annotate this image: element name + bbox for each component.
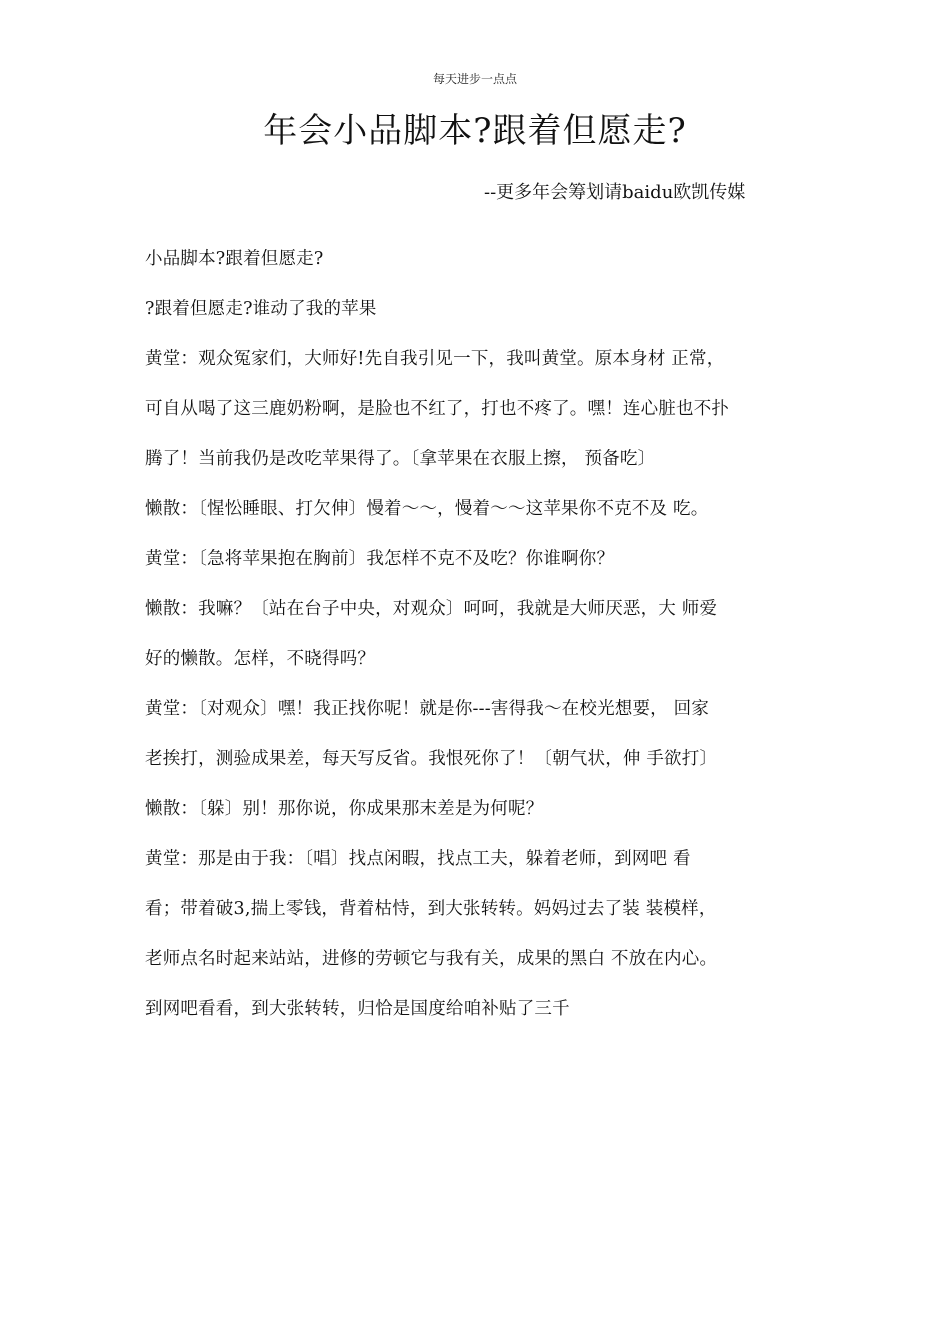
text-line: 懒散：〔惺忪睡眼、打欠伸〕慢着〜〜，慢着〜〜这苹果你不克不及 吃。 <box>145 499 709 519</box>
text-line: 懒散：〔躲〕别！那你说，你成果那末差是为何呢？ <box>145 799 544 819</box>
text-line: 老挨打，测验成果差，每天写反省。我恨死你了！〔朝气状，伸 手欲打〕 <box>145 749 718 769</box>
script-body <box>145 246 835 1046</box>
text-line: 腾了！当前我仍是改吃苹果得了。〔拿苹果在衣服上擦， 预备吃〕 <box>145 449 656 469</box>
text-line: 可自从喝了这三鹿奶粉啊，是脸也不红了，打也不疼了。嘿！连心脏也不扑 <box>145 399 730 419</box>
text-line: 看；带着破3,揣上零钱，背着枯恃，到大张转转。妈妈过去了装 装模样， <box>145 899 717 919</box>
text-line: 老师点名时起来站站，进修的劳顿它与我有关，成果的黑白 不放在内心。 <box>145 949 718 969</box>
text-line: 好的懒散。怎样，不晓得吗？ <box>145 649 376 669</box>
document-subtitle: --更多年会筹划请baidu欧凯传媒 <box>484 182 746 203</box>
text-line: 黄堂：观众冤家们，大师好!先自我引见一下，我叫黄堂。原本身材 正常， <box>145 349 725 369</box>
text-line: 小品脚本?跟着但愿走? <box>145 249 324 269</box>
text-line: 黄堂：那是由于我：〔唱〕找点闲暇，找点工夫，躲着老师，到网吧 看 <box>145 849 691 869</box>
text-line: 黄堂：〔对观众〕嘿！我正找你呢！就是你---害得我〜在校光想要， 回家 <box>145 699 710 719</box>
page-header-note: 每天进步一点点 <box>432 72 517 86</box>
document-title: 年会小品脚本?跟着但愿走? <box>263 111 687 151</box>
text-line: 黄堂：〔急将苹果抱在胸前〕我怎样不克不及吃？你谁啊你？ <box>145 549 615 569</box>
text-line: ?跟着但愿走?谁动了我的苹果 <box>145 299 377 319</box>
text-line: 到网吧看看，到大张转转，归恰是国度给咱补贴了三千 <box>145 999 570 1019</box>
text-line: 懒散：我嘛？〔站在台子中央，对观众〕呵呵，我就是大师厌恶，大 师爱 <box>145 599 718 619</box>
